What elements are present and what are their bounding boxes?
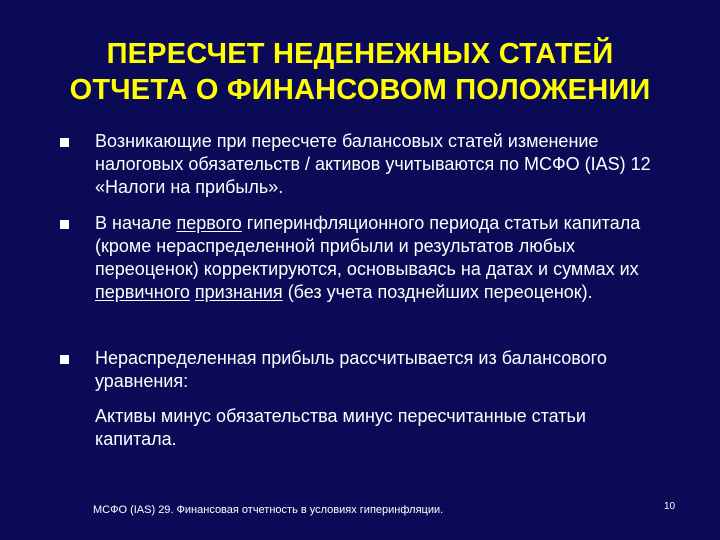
bullet-segment: Возникающие при пересчете балансовых статей изменение налоговых обязательств / активов учитываются по МСФО (IAS) 12 «Налоги на прибыль». <box>95 131 651 197</box>
bullet-segment: В начале <box>95 213 177 233</box>
bullet-text-3 <box>95 347 680 393</box>
square-bullet-icon <box>60 355 69 364</box>
bullet-segment: Нераспределенная прибыль рассчитывается из балансового уравнения: <box>95 348 607 391</box>
slide-title <box>20 36 700 108</box>
bullet-segment: гиперинфляционного периода статьи капитала (кроме нераспределенной прибыли и результатов любых переоценок) корректируются, основываясь на датах и суммах их <box>95 213 641 279</box>
equation-paragraph: Активы минус обязательства минус пересчитанные статьи капитала. <box>95 406 586 449</box>
page-number: 10 <box>664 501 676 512</box>
bullet-text-1 <box>95 130 680 199</box>
underlined-term: признания <box>194 282 283 302</box>
square-bullet-icon <box>60 220 69 229</box>
square-bullet-icon <box>60 138 69 147</box>
underlined-term: первичного <box>95 282 190 302</box>
bullet-text-2 <box>95 212 680 304</box>
underlined-term: первого <box>176 213 242 233</box>
footer-source: МСФО (IAS) 29. Финансовая отчетность в условиях гиперинфляции. <box>93 504 444 516</box>
title-line-2: ОТЧЕТА О ФИНАНСОВОМ ПОЛОЖЕНИИ <box>69 74 651 106</box>
title-line-1: ПЕРЕСЧЕТ НЕДЕНЕЖНЫХ СТАТЕЙ <box>106 38 614 70</box>
bullet-segment: (без учета позднейших переоценок). <box>282 282 593 302</box>
